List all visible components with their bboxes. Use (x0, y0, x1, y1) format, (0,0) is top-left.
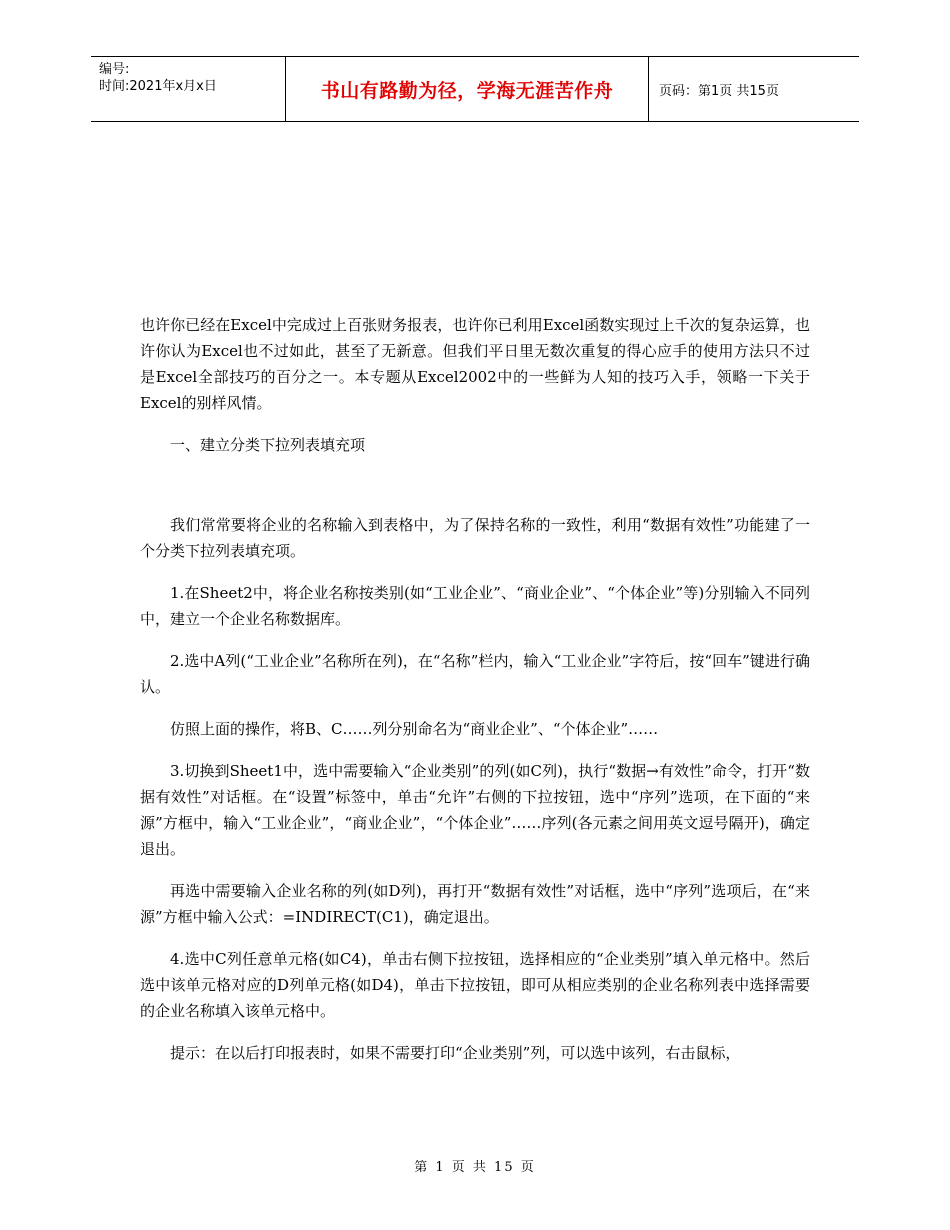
document-time-label: 时间:2021年x月x日 (99, 79, 217, 94)
paragraph-step-2: 2.选中A列(“工业企业”名称所在列)，在“名称”栏内，输入“工业企业”字符后，按“回车”键进行确认。 (140, 652, 810, 696)
document-body (140, 312, 810, 1066)
page-header (91, 56, 859, 122)
header-motto-cell (286, 57, 649, 121)
footer-page-number: 第 1 页 共 15 页 (414, 1160, 536, 1175)
paragraph-step-1: 1.在Sheet2中，将企业名称按类别(如“工业企业”、“商业企业”、“个体企业”等)分别输入不同列中，建立一个企业名称数据库。 (140, 584, 810, 628)
header-page-info: 页码：第1页 共15页 (659, 83, 779, 99)
document-number-label: 编号: (99, 62, 130, 77)
paragraph: 我们常常要将企业的名称输入到表格中，为了保持名称的一致性，利用“数据有效性”功能建了一个分类下拉列表填充项。 (140, 516, 810, 560)
motto-text: 书山有路勤为径，学海无涯苦作舟 (320, 79, 614, 102)
paragraph-tip: 提示：在以后打印报表时，如果不需要打印“企业类别”列，可以选中该列，右击鼠标， (170, 1044, 741, 1062)
header-meta-cell (91, 57, 286, 121)
section-title: 一、建立分类下拉列表填充项 (170, 436, 366, 454)
paragraph: 仿照上面的操作，将B、C……列分别命名为“商业企业”、“个体企业”…… (170, 720, 659, 738)
header-page-cell (649, 57, 859, 121)
page-footer (0, 1156, 950, 1175)
paragraph: 再选中需要输入企业名称的列(如D列)，再打开“数据有效性”对话框，选中“序列”选项后，在“来源”方框中输入公式：=INDIRECT(C1)，确定退出。 (140, 882, 810, 926)
paragraph-step-3: 3.切换到Sheet1中，选中需要输入“企业类别”的列(如C列)，执行“数据→有效性”命令，打开“数据有效性”对话框。在“设置”标签中，单击“允许”右侧的下拉按钮，选中“序列”选项，在下面的“来源”方框中，输入“工业企业”，“商业企业”，“个体企业”……序列(各元素之间用英文逗号隔开)，确定退出。 (140, 762, 810, 858)
paragraph-step-4: 4.选中C列任意单元格(如C4)，单击右侧下拉按钮，选择相应的“企业类别”填入单元格中。然后选中该单元格对应的D列单元格(如D4)，单击下拉按钮，即可从相应类别的企业名称列表中选择需要的企业名称填入该单元格中。 (140, 950, 810, 1020)
intro-paragraph: 也许你已经在Excel中完成过上百张财务报表，也许你已利用Excel函数实现过上千次的复杂运算，也许你认为Excel也不过如此，甚至了无新意。但我们平日里无数次重复的得心应手的使用方法只不过是Excel全部技巧的百分之一。本专题从Excel2002中的一些鲜为人知的技巧入手，领略一下关于Excel的别样风情。 (140, 316, 810, 412)
